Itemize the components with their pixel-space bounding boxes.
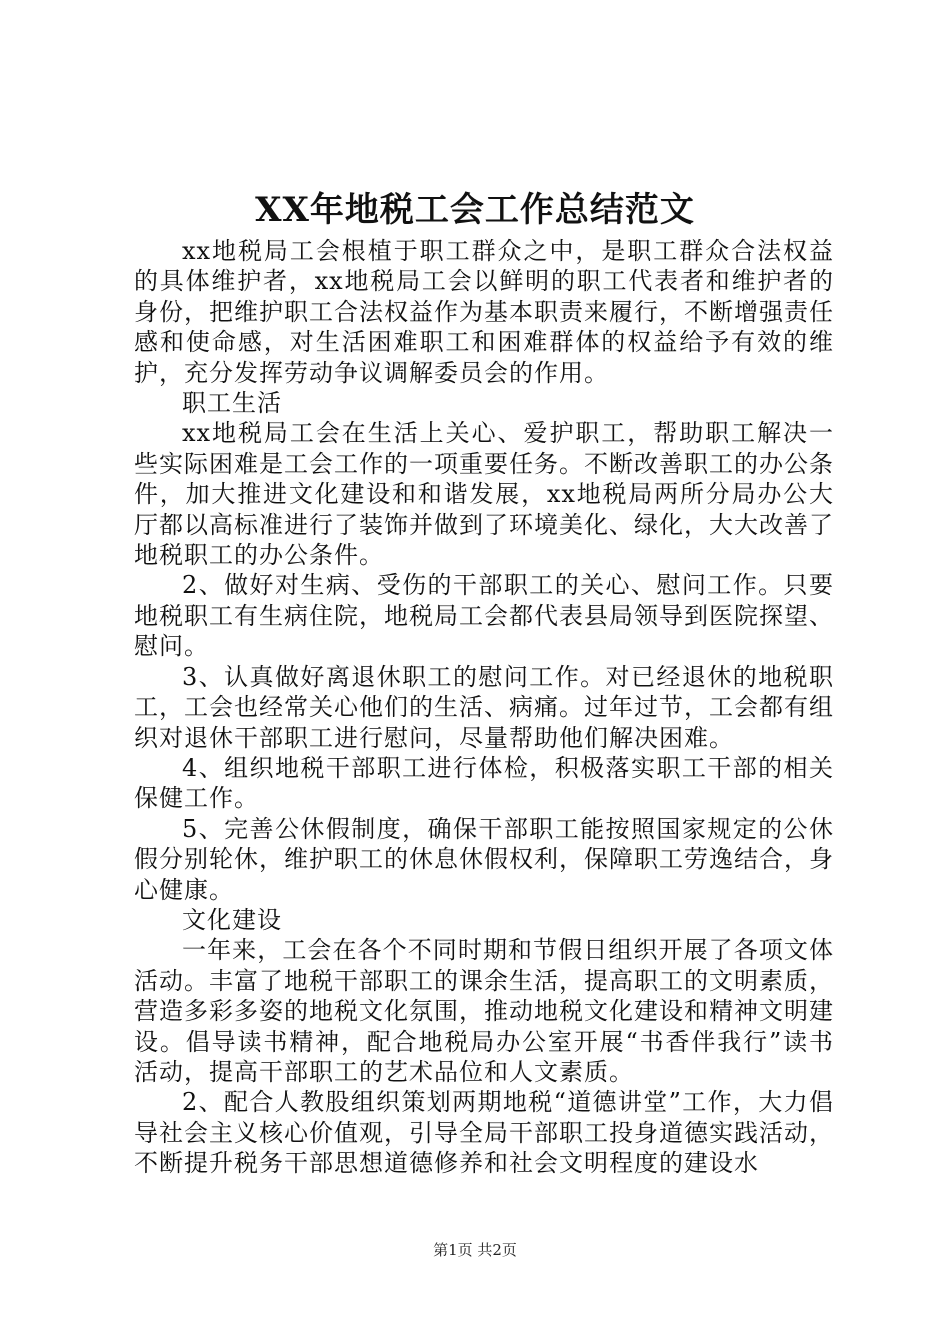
- paragraph-intro: xx地税局工会根植于职工群众之中，是职工群众合法权益的具体维护者，xx地税局工会以鲜明的职工代表者和维护者的身份，把维护职工合法权益作为基本职责来履行，不断增强责任感和使命感，对生活困难职工和困难群体的权益给予有效的维护，充分发挥劳动争议调解委员会的作用。: [134, 237, 834, 387]
- page-footer: 第1页 共2页: [433, 1241, 517, 1259]
- paragraph-culture: 一年来，工会在各个不同时期和节假日组织开展了各项文体活动。丰富了地税干部职工的课余生活，提高职工的文明素质，营造多彩多姿的地税文化氛围，推动地税文化建设和精神文明建设。倡导读书精神，配合地税局办公室开展“书香伴我行”读书活动，提高干部职工的艺术品位和人文素质。: [134, 936, 834, 1086]
- paragraph-item-5-leave: 5、完善公休假制度，确保干部职工能按照国家规定的公休假分别轮休，维护职工的休息休假权利，保障职工劳逸结合，身心健康。: [134, 814, 834, 904]
- paragraph-staff-life: xx地税局工会在生活上关心、爱护职工，帮助职工解决一些实际困难是工会工作的一项重要任务。不断改善职工的办公条件，加大推进文化建设和和谐发展，xx地税局两所分局办公大厅都以高标准进行了装饰并做到了环境美化、绿化，大大改善了地税职工的办公条件。: [134, 419, 834, 570]
- section-heading-culture: 文化建设: [182, 905, 282, 934]
- document-title: XX年地税工会工作总结范文: [255, 190, 695, 230]
- paragraph-item-3-retirees: 3、认真做好离退休职工的慰问工作。对已经退休的地税职工，工会也经常关心他们的生活、病痛。过年过节，工会都有组织对退休干部职工进行慰问，尽量帮助他们解决困难。: [134, 662, 834, 752]
- section-heading-staff-life: 职工生活: [182, 389, 282, 418]
- paragraph-culture-item-2: 2、配合人教股组织策划两期地税“道德讲堂”工作，大力倡导社会主义核心价值观，引导全局干部职工投身道德实践活动，不断提升税务干部思想道德修养和社会文明程度的建设水: [134, 1088, 834, 1178]
- paragraph-item-2-sick-care: 2、做好对生病、受伤的干部职工的关心、慰问工作。只要地税职工有生病住院，地税局工会都代表县局领导到医院探望、慰问。: [134, 571, 834, 661]
- document-body: [134, 236, 834, 1179]
- paragraph-item-4-health-check: 4、组织地税干部职工进行体检，积极落实职工干部的相关保健工作。: [134, 753, 834, 813]
